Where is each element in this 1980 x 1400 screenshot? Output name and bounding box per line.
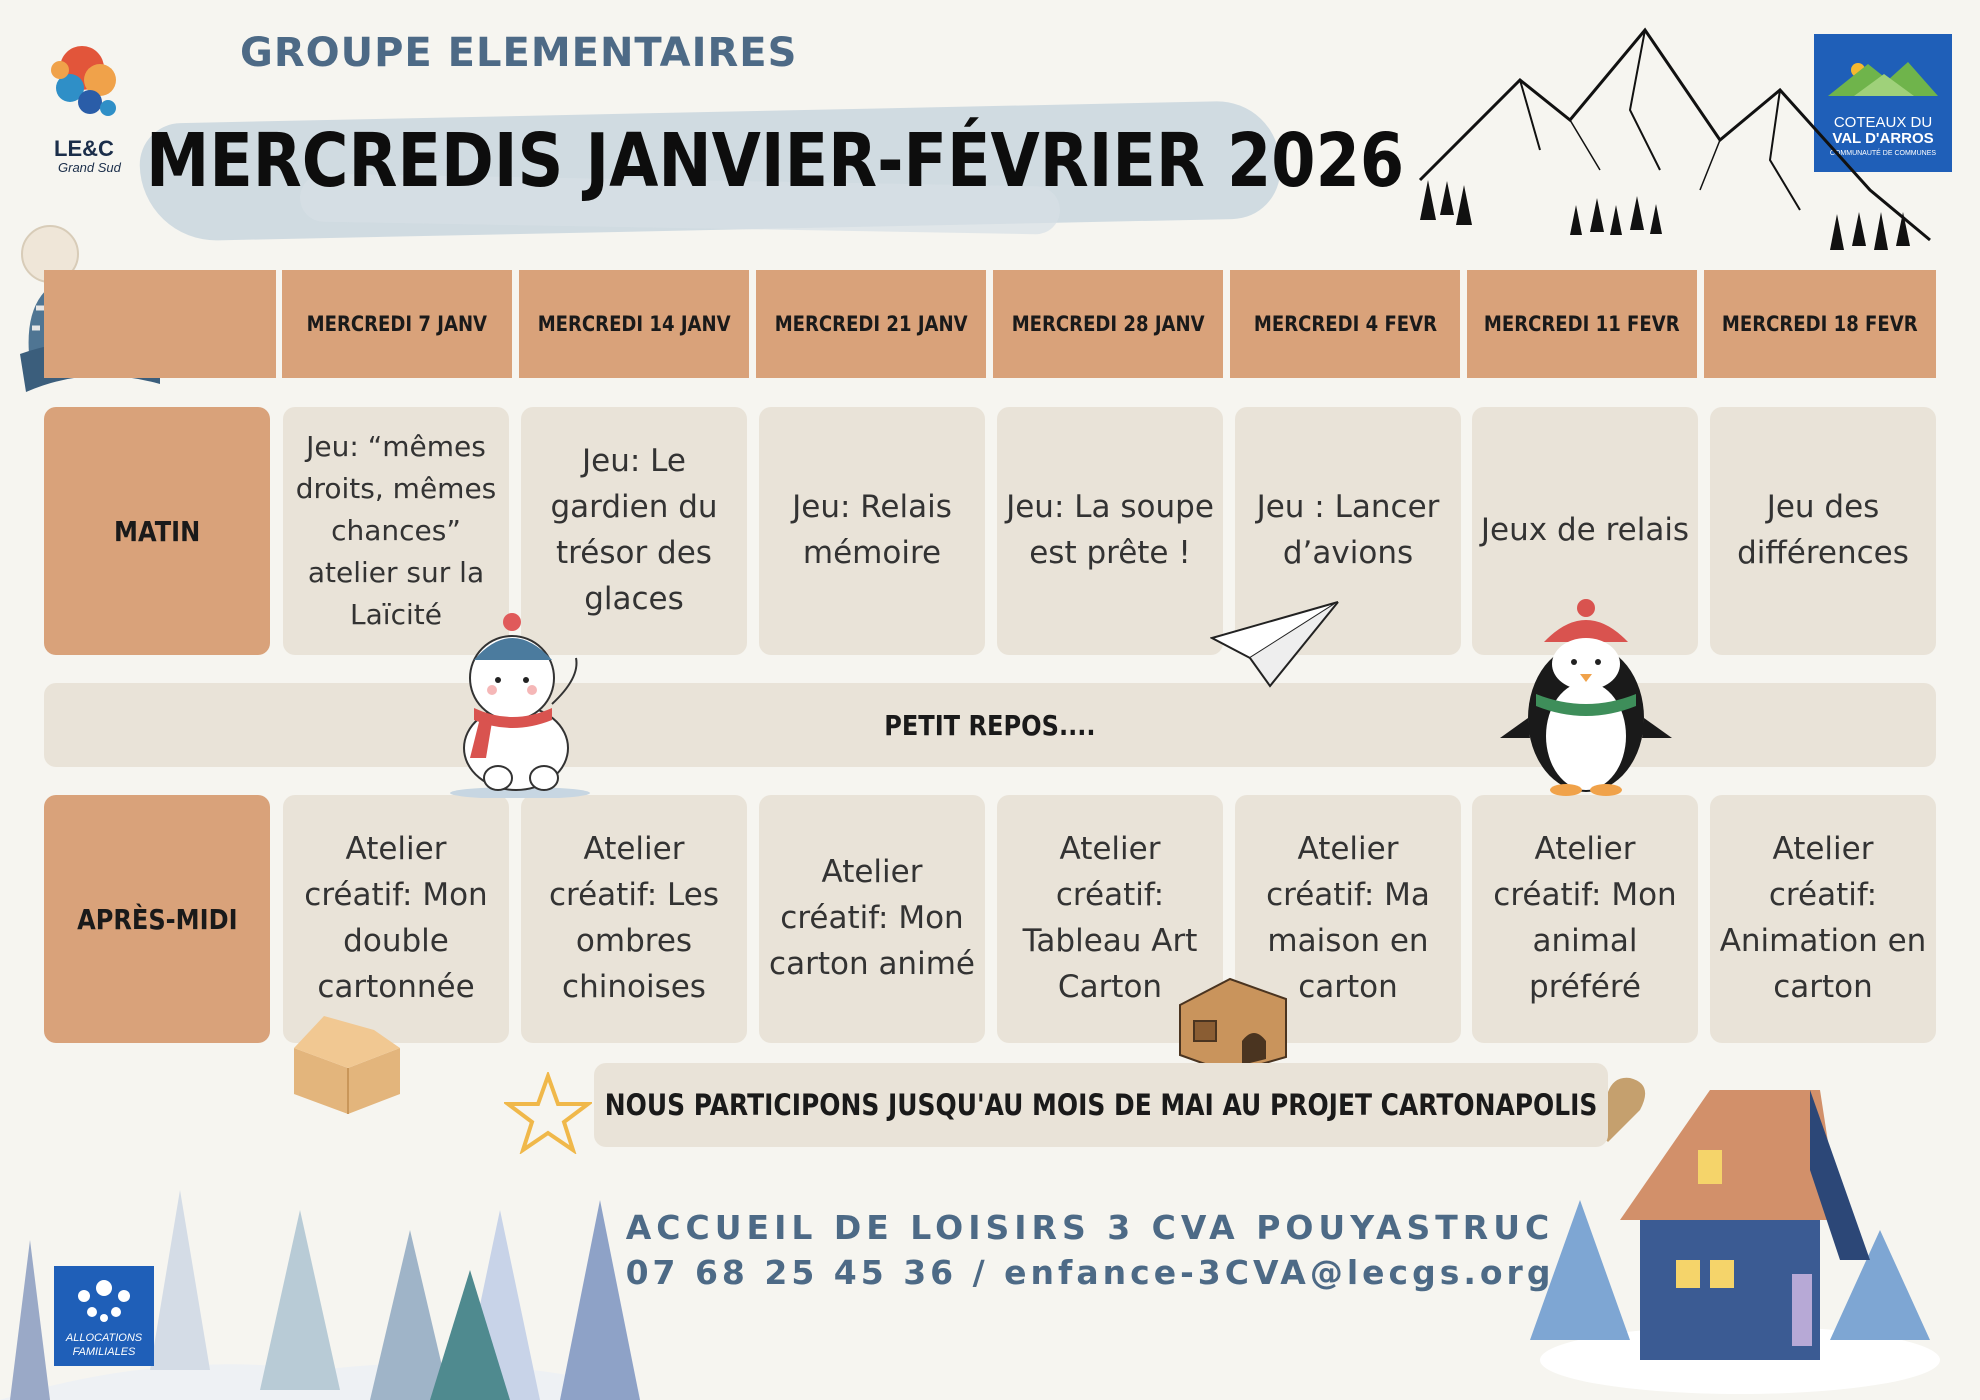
day-header-label: MERCREDI 7 JANV — [306, 312, 488, 336]
caf-line2: FAMILIALES — [72, 1346, 136, 1358]
paper-plane-icon — [1210, 598, 1340, 690]
project-banner-text: NOUS PARTICIPONS JUSQU'AU MOIS DE MAI AU PROJET CARTONAPOLIS — [604, 1088, 1598, 1122]
penguin-illustration — [1496, 598, 1676, 798]
day-header — [1704, 270, 1936, 378]
morning-activity: Jeu: “mêmes droits, mêmes chances” atelier sur la Laïcité — [283, 407, 509, 655]
pause-label: PETIT REPOS.... — [884, 708, 1096, 742]
polar-bear-illustration — [440, 608, 600, 798]
cva-line1: COTEAUX DU — [1833, 114, 1933, 131]
lec-logo-name: LE&C — [54, 136, 114, 161]
day-header-label: MERCREDI 14 JANV — [537, 312, 731, 336]
afternoon-activity: Atelier créatif: Ma maison en carton — [1235, 795, 1461, 1043]
cardboard-house-icon — [1170, 975, 1296, 1075]
day-header-label: MERCREDI 4 FEVR — [1253, 312, 1437, 336]
day-header — [1467, 270, 1697, 378]
morning-activity: Jeu: La soupe est prête ! — [997, 407, 1223, 655]
day-header — [993, 270, 1223, 378]
project-banner — [594, 1063, 1608, 1147]
family-icon — [54, 1266, 154, 1330]
morning-activity: Jeux de relais — [1472, 407, 1698, 655]
day-header-label: MERCREDI 11 FEVR — [1484, 312, 1680, 336]
afternoon-activity: Atelier créatif: Mon carton animé — [759, 795, 985, 1043]
star-icon — [504, 1072, 592, 1154]
cva-line3: COMMUNAUTÉ DE COMMUNES — [1829, 150, 1937, 157]
morning-activity: Jeu : Lancer d’avions — [1235, 407, 1461, 655]
caf-logo — [54, 1266, 154, 1366]
day-header-label: MERCREDI 21 JANV — [774, 312, 968, 336]
row-label-text: APRÈS-MIDI — [76, 902, 238, 936]
afternoon-activity: Atelier créatif: Tableau Art Carton — [997, 795, 1223, 1043]
cva-line2: VAL D'ARROS — [1832, 130, 1934, 147]
day-header — [519, 270, 749, 378]
day-header — [756, 270, 986, 378]
morning-activity: Jeu: Relais mémoire — [759, 407, 985, 655]
morning-activity: Jeu: Le gardien du trésor des glaces — [521, 407, 747, 655]
row-label-afternoon — [44, 795, 270, 1043]
page-title: MERCREDIS JANVIER-FÉVRIER 2026 — [146, 118, 1405, 204]
caf-line1: ALLOCATIONS — [65, 1332, 143, 1344]
afternoon-activity: Atelier créatif: Mon double cartonnée — [283, 795, 509, 1043]
cardboard-box-icon — [284, 1010, 410, 1114]
mountains-illustration — [1400, 20, 1940, 260]
grid-corner — [44, 270, 276, 378]
day-header-label: MERCREDI 28 JANV — [1011, 312, 1205, 336]
day-header-label: MERCREDI 18 FEVR — [1722, 312, 1918, 336]
afternoon-activity: Atelier créatif: Mon animal préféré — [1472, 795, 1698, 1043]
afternoon-activity: Atelier créatif: Animation en carton — [1710, 795, 1936, 1043]
row-label-text: MATIN — [113, 514, 201, 548]
day-header — [1230, 270, 1460, 378]
morning-activity: Jeu des différences — [1710, 407, 1936, 655]
afternoon-activity: Atelier créatif: Les ombres chinoises — [521, 795, 747, 1043]
footer-contact: 07 68 25 45 36 / enfance-3CVA@lecgs.org — [625, 1253, 1555, 1292]
footer-center-name: ACCUEIL DE LOISIRS 3 CVA POUYASTRUC — [625, 1208, 1555, 1247]
lec-logo-subtitle: Grand Sud — [58, 160, 121, 175]
row-label-morning — [44, 407, 270, 655]
day-header — [282, 270, 512, 378]
group-title: GROUPE ELEMENTAIRES — [240, 30, 798, 76]
